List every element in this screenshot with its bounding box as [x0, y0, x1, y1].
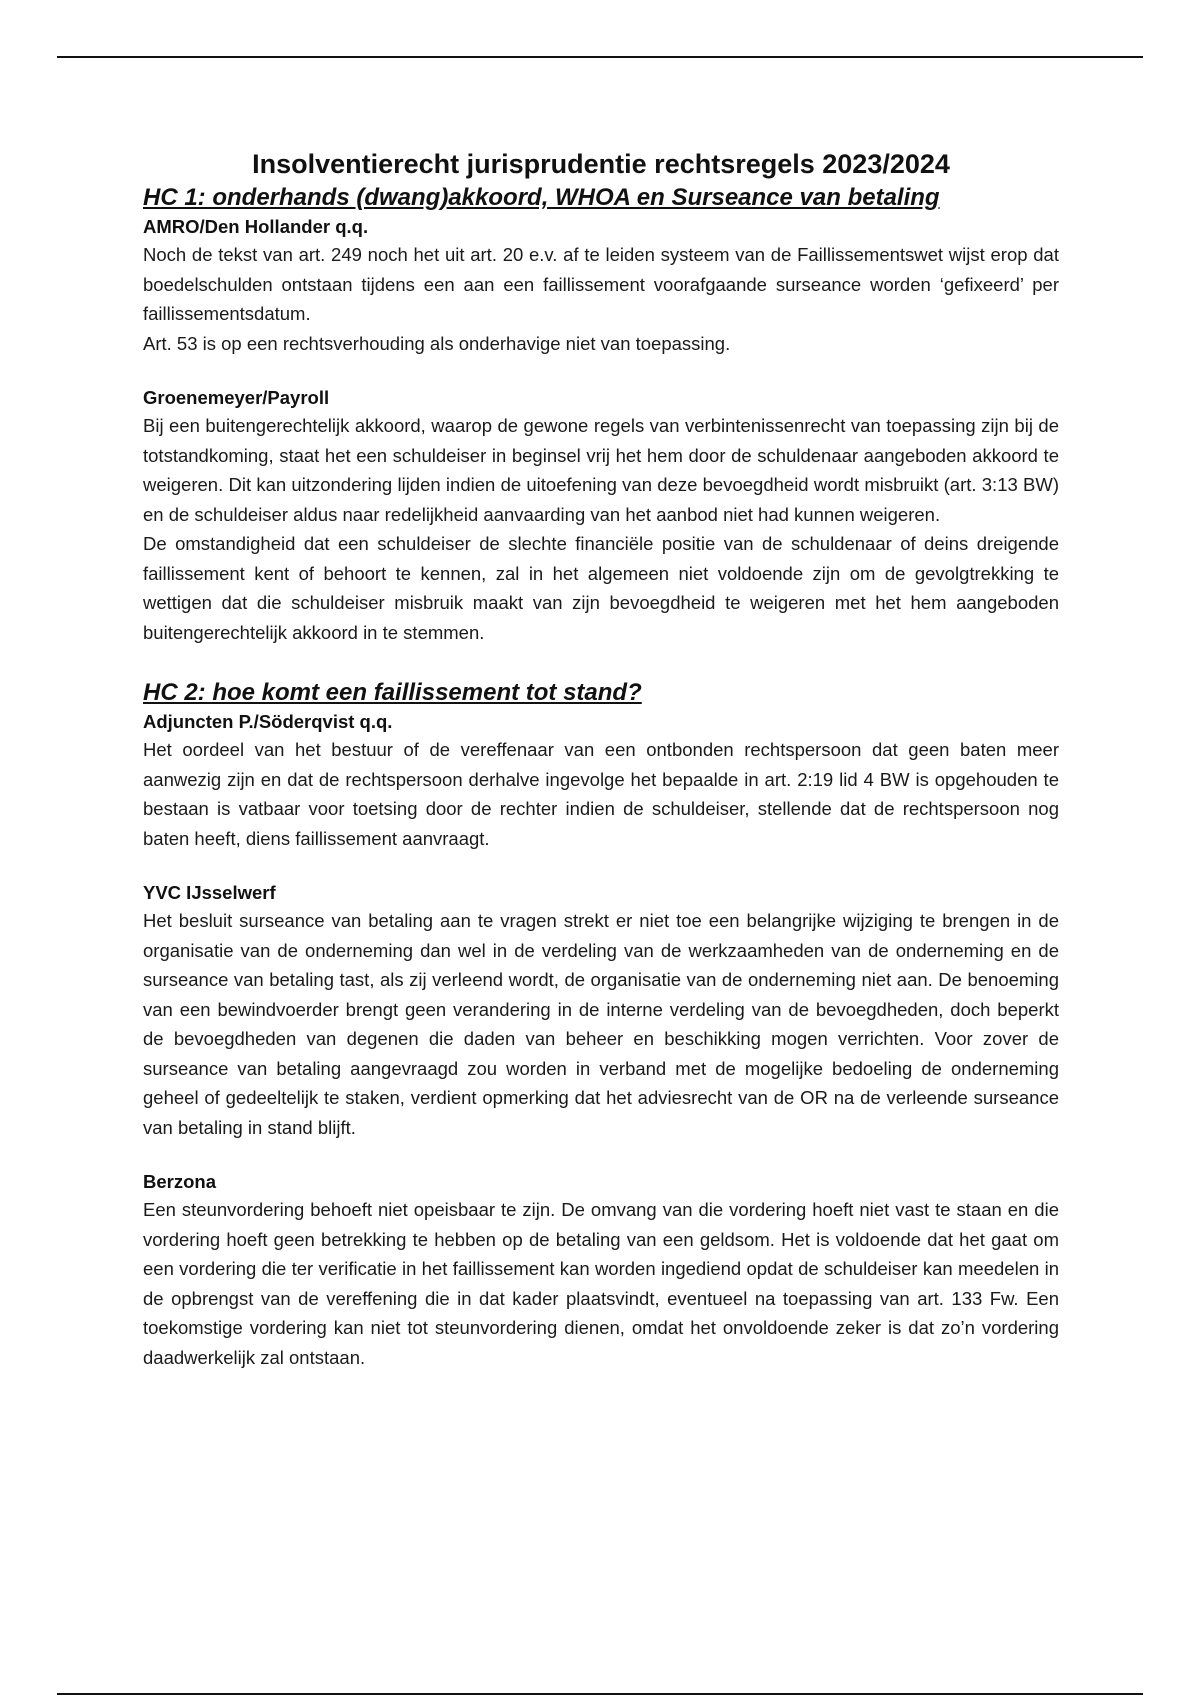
case-paragraph: Het oordeel van het bestuur of de vereffenaar van een ontbonden rechtspersoon dat geen baten meer aanwezig zijn en dat de rechtspersoon derhalve ingevolge het bepaalde in art. 2:19 lid 4 BW is opgehouden te bestaan is vatbaar voor toetsing door de rechter indien de schuldeiser, stellende dat de rechtspersoon nog baten heeft, diens faillissement aanvraagt.	[143, 739, 1059, 849]
case-groenemeyer-payroll	[143, 385, 1059, 647]
section-hc1	[143, 182, 1059, 647]
case-paragraph: De omstandigheid dat een schuldeiser de slechte financiële positie van de schuldenaar of deins dreigende faillissement kent of behoort te kennen, zal in het algemeen niet voldoende zijn om de gevolgtrekking te wettigen dat die schuldeiser misbruik maakt van zijn bevoegdheid te weigeren met het hem aangeboden buitengerechtelijk akkoord in te stemmen.	[143, 533, 1059, 643]
header-rule	[57, 56, 1143, 58]
case-title: AMRO/Den Hollander q.q.	[143, 216, 369, 237]
case-paragraph: Art. 53 is op een rechtsverhouding als onderhavige niet van toepassing.	[143, 332, 731, 354]
case-amro-den-hollander	[143, 214, 1059, 358]
case-paragraph: Het besluit surseance van betaling aan te vragen strekt er niet toe een belangrijke wijziging te brengen in de organisatie van de onderneming dan wel in de verdeling van de werkzaamheden van de onderneming en de surseance van betaling tast, als zij verleend wordt, de organisatie van de onderneming niet aan. De benoeming van een bewindvoerder brengt geen verandering in de interne verdeling van de bevoegdheden, doch beperkt de bevoegdheden van degenen die daden van beheer en beschikking mogen verrichten. Voor zover de surseance van betaling aangevraagd zou worden in verband met de mogelijke bedoeling de onderneming geheel of gedeeltelijk te staken, verdient opmerking dat het adviesrecht van de OR na de verleende surseance van betaling in stand blijft.	[143, 910, 1059, 1138]
case-adjuncten-soderqvist	[143, 709, 1059, 853]
case-paragraph: Bij een buitengerechtelijk akkoord, waarop de gewone regels van verbintenissenrecht van toepassing zijn bij de totstandkoming, staat het een schuldeiser in beginsel vrij het hem door de schuldenaar aangeboden akkoord te weigeren. Dit kan uitzondering lijden indien de uitoefening van deze bevoegdheid wordt misbruikt (art. 3:13 BW) en de schuldeiser aldus naar redelijkheid aanvaarding van het aanbod niet had kunnen weigeren.	[143, 415, 1059, 525]
case-title: Berzona	[143, 1171, 216, 1192]
section-heading: HC 1: onderhands (dwang)akkoord, WHOA en Surseance van betaling	[143, 184, 940, 211]
section-hc2	[143, 677, 1059, 1372]
case-berzona	[143, 1169, 1059, 1372]
case-title: Adjuncten P./Söderqvist q.q.	[143, 711, 393, 732]
document-body	[143, 146, 1059, 1372]
case-title: Groenemeyer/Payroll	[143, 387, 330, 408]
footer-rule	[57, 1693, 1143, 1695]
case-paragraph: Een steunvordering behoeft niet opeisbaar te zijn. De omvang van die vordering hoeft niet vast te staan en die vordering hoeft geen betrekking te hebben op de betaling van een geldsom. Het is voldoende dat het gaat om een vordering die ter verificatie in het faillissement kan worden ingediend opdat de schuldeiser kan meedelen in de opbrengst van de vereffening die in dat kader plaatsvindt, eventueel na toepassing van art. 133 Fw. Een toekomstige vordering kan niet tot steunvordering dienen, omdat het onvoldoende zeker is dat zo’n vordering daadwerkelijk zal ontstaan.	[143, 1199, 1059, 1368]
document-title: Insolventierecht jurisprudentie rechtsregels 2023/2024	[252, 149, 950, 179]
case-yvc-ijsselwerf	[143, 880, 1059, 1142]
section-heading: HC 2: hoe komt een faillissement tot stand?	[143, 679, 642, 706]
case-paragraph: Noch de tekst van art. 249 noch het uit art. 20 e.v. af te leiden systeem van de Faillissementswet wijst erop dat boedelschulden ontstaan tijdens een aan een faillissement voorafgaande surseance worden ‘gefixeerd’ per faillissementsdatum.	[143, 244, 1059, 324]
case-title: YVC IJsselwerf	[143, 882, 276, 903]
